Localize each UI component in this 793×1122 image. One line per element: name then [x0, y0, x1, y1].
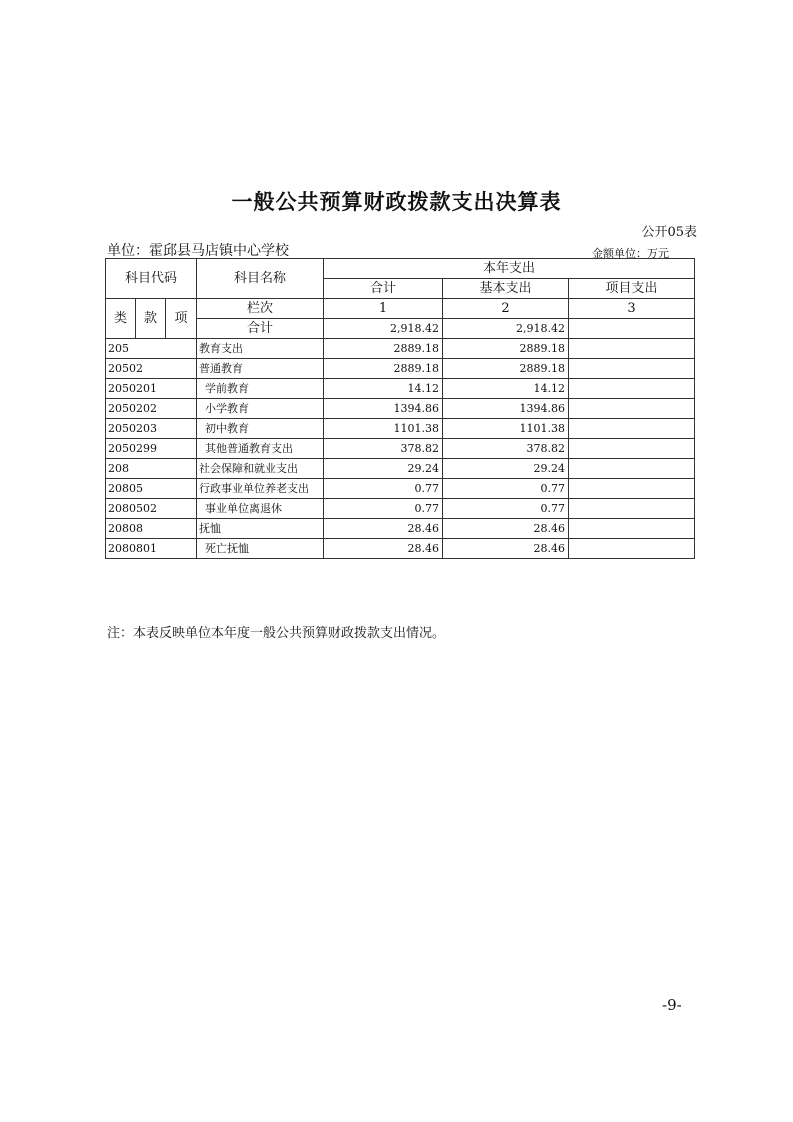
table-row	[106, 459, 695, 479]
cell-name: 事业单位离退休	[197, 499, 324, 519]
table-row	[106, 359, 695, 379]
cell-project	[569, 379, 695, 399]
cell-project	[569, 519, 695, 539]
cell-basic: 0.77	[443, 479, 569, 499]
total-project	[569, 319, 695, 339]
cell-name: 小学教育	[197, 399, 324, 419]
expenditure-table	[105, 258, 695, 559]
cell-basic: 1101.38	[443, 419, 569, 439]
cell-code: 20808	[106, 519, 197, 539]
cell-name: 死亡抚恤	[197, 539, 324, 559]
header-project: 项目支出	[569, 279, 695, 299]
header-lei: 类	[106, 299, 136, 339]
header-total: 合计	[324, 279, 443, 299]
cell-project	[569, 499, 695, 519]
cell-name: 其他普通教育支出	[197, 439, 324, 459]
cell-code: 2050299	[106, 439, 197, 459]
cell-name: 行政事业单位养老支出	[197, 479, 324, 499]
cell-project	[569, 439, 695, 459]
cell-name: 社会保障和就业支出	[197, 459, 324, 479]
header-code: 科目代码	[106, 259, 197, 299]
cell-code: 2050202	[106, 399, 197, 419]
cell-total: 378.82	[324, 439, 443, 459]
header-column-index: 栏次	[197, 299, 324, 319]
table-row	[106, 539, 695, 559]
header-col3: 3	[569, 299, 695, 319]
amount-unit: 金额单位：万元	[592, 247, 669, 260]
cell-basic: 28.46	[443, 519, 569, 539]
cell-code: 2050203	[106, 419, 197, 439]
total-basic: 2,918.42	[443, 319, 569, 339]
cell-basic: 2889.18	[443, 339, 569, 359]
cell-total: 14.12	[324, 379, 443, 399]
cell-code: 205	[106, 339, 197, 359]
cell-basic: 0.77	[443, 499, 569, 519]
table-row	[106, 379, 695, 399]
header-col1: 1	[324, 299, 443, 319]
cell-basic: 29.24	[443, 459, 569, 479]
header-row-1	[106, 259, 695, 279]
cell-basic: 1394.86	[443, 399, 569, 419]
document-title: 一般公共预算财政拨款支出决算表	[231, 189, 562, 214]
cell-basic: 2889.18	[443, 359, 569, 379]
total-amount: 2,918.42	[324, 319, 443, 339]
table-row	[106, 519, 695, 539]
cell-basic: 28.46	[443, 539, 569, 559]
cell-total: 2889.18	[324, 339, 443, 359]
cell-code: 2080801	[106, 539, 197, 559]
header-row-3	[106, 299, 695, 319]
cell-total: 1101.38	[324, 419, 443, 439]
header-name: 科目名称	[197, 259, 324, 299]
cell-name: 普通教育	[197, 359, 324, 379]
cell-name: 抚恤	[197, 519, 324, 539]
header-kuan: 款	[136, 299, 166, 339]
cell-code: 20502	[106, 359, 197, 379]
cell-name: 初中教育	[197, 419, 324, 439]
table-row	[106, 419, 695, 439]
cell-project	[569, 459, 695, 479]
cell-project	[569, 359, 695, 379]
table-row	[106, 479, 695, 499]
header-col2: 2	[443, 299, 569, 319]
cell-project	[569, 539, 695, 559]
cell-project	[569, 479, 695, 499]
cell-total: 0.77	[324, 479, 443, 499]
cell-name: 学前教育	[197, 379, 324, 399]
cell-name: 教育支出	[197, 339, 324, 359]
table-row	[106, 499, 695, 519]
total-label: 合计	[197, 319, 324, 339]
cell-project	[569, 339, 695, 359]
header-basic: 基本支出	[443, 279, 569, 299]
table-row	[106, 339, 695, 359]
cell-total: 28.46	[324, 519, 443, 539]
cell-total: 28.46	[324, 539, 443, 559]
cell-basic: 14.12	[443, 379, 569, 399]
cell-total: 2889.18	[324, 359, 443, 379]
cell-code: 208	[106, 459, 197, 479]
cell-project	[569, 399, 695, 419]
table-note: 注：本表反映单位本年度一般公共预算财政拨款支出情况。	[107, 626, 446, 641]
cell-code: 2080502	[106, 499, 197, 519]
form-number: 公开05表	[641, 225, 697, 240]
page-number: -9-	[662, 996, 682, 1014]
header-xiang: 项	[166, 299, 197, 339]
cell-basic: 378.82	[443, 439, 569, 459]
cell-project	[569, 419, 695, 439]
header-current-year: 本年支出	[324, 259, 695, 279]
cell-total: 29.24	[324, 459, 443, 479]
cell-code: 20805	[106, 479, 197, 499]
cell-total: 1394.86	[324, 399, 443, 419]
table-row	[106, 399, 695, 419]
cell-total: 0.77	[324, 499, 443, 519]
table-row	[106, 439, 695, 459]
reporting-unit: 单位：霍邱县马店镇中心学校	[107, 243, 289, 259]
cell-code: 2050201	[106, 379, 197, 399]
